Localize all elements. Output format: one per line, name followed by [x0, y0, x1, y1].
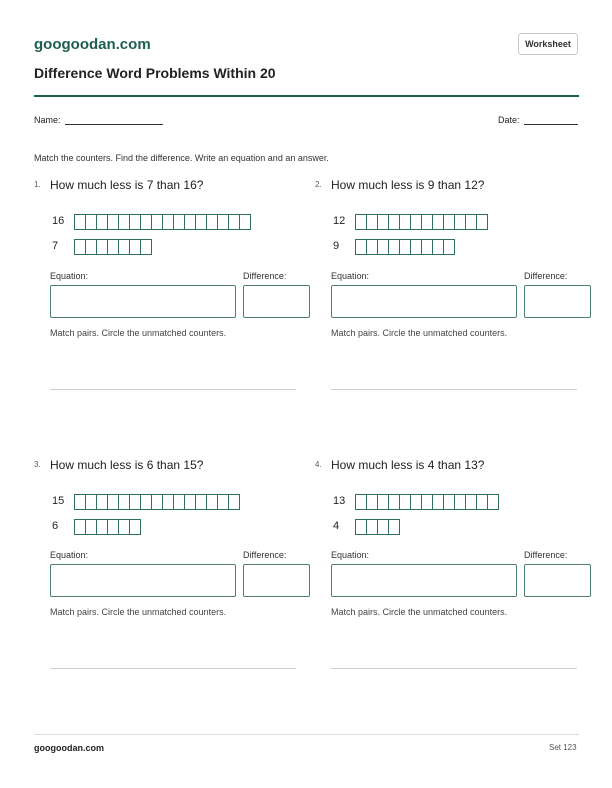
problem-number: 3.: [34, 460, 41, 469]
top-counter-row: [355, 494, 498, 510]
bottom-row-number: 6: [52, 520, 59, 532]
name-label: Name:: [34, 115, 61, 125]
difference-input[interactable]: [243, 564, 310, 597]
bottom-counter-row: [74, 239, 151, 255]
answer-line[interactable]: [50, 389, 296, 390]
top-row-number: 16: [52, 215, 65, 227]
equation-label: Equation:: [331, 550, 370, 560]
instructions: Match the counters. Find the difference. Write an equation and an answer.: [34, 153, 329, 163]
problem-question: How much less is 9 than 12?: [331, 178, 485, 192]
match-instruction: Match pairs. Circle the unmatched counters.: [50, 328, 227, 338]
top-row-number: 13: [333, 495, 346, 507]
equation-label: Equation:: [331, 271, 370, 281]
counter-cell[interactable]: [443, 239, 455, 255]
problem-number: 4.: [315, 460, 322, 469]
footer-brand: googoodan.com: [34, 743, 104, 753]
date-field[interactable]: [524, 124, 578, 125]
answer-line[interactable]: [331, 389, 577, 390]
counter-cell[interactable]: [487, 494, 499, 510]
counter-cell[interactable]: [140, 239, 152, 255]
match-instruction: Match pairs. Circle the unmatched counters.: [331, 607, 508, 617]
difference-input[interactable]: [243, 285, 310, 318]
difference-label: Difference:: [524, 271, 568, 281]
match-instruction: Match pairs. Circle the unmatched counters.: [331, 328, 508, 338]
top-row-number: 15: [52, 495, 65, 507]
date-label: Date:: [498, 115, 520, 125]
answer-line[interactable]: [50, 668, 296, 669]
equation-input[interactable]: [331, 564, 517, 597]
footer-set: Set 123: [549, 743, 577, 752]
problem-question: How much less is 4 than 13?: [331, 458, 485, 472]
top-row-number: 12: [333, 215, 346, 227]
counter-cell[interactable]: [476, 214, 488, 230]
bottom-row-number: 9: [333, 240, 340, 252]
bottom-row-number: 4: [333, 520, 340, 532]
brand-logo: googoodan.com: [34, 36, 151, 53]
title-divider: [34, 95, 579, 97]
problem-number: 2.: [315, 180, 322, 189]
difference-label: Difference:: [243, 271, 287, 281]
top-counter-row: [74, 494, 239, 510]
problem-question: How much less is 6 than 15?: [50, 458, 204, 472]
problem-question: How much less is 7 than 16?: [50, 178, 204, 192]
name-field[interactable]: [65, 124, 163, 125]
bottom-row-number: 7: [52, 240, 59, 252]
difference-input[interactable]: [524, 285, 591, 318]
worksheet-badge: Worksheet: [518, 33, 578, 55]
footer-divider: [34, 734, 579, 735]
problem-1: [34, 180, 296, 420]
match-instruction: Match pairs. Circle the unmatched counters.: [50, 607, 227, 617]
problem-3: [34, 460, 296, 700]
equation-input[interactable]: [331, 285, 517, 318]
difference-label: Difference:: [524, 550, 568, 560]
counter-cell[interactable]: [239, 214, 251, 230]
answer-line[interactable]: [331, 668, 577, 669]
page-title: Difference Word Problems Within 20: [34, 65, 276, 81]
problem-2: [315, 180, 577, 420]
difference-label: Difference:: [243, 550, 287, 560]
equation-input[interactable]: [50, 285, 236, 318]
problem-4: [315, 460, 577, 700]
bottom-counter-row: [74, 519, 140, 535]
difference-input[interactable]: [524, 564, 591, 597]
counter-cell[interactable]: [129, 519, 141, 535]
bottom-counter-row: [355, 239, 454, 255]
counter-cell[interactable]: [228, 494, 240, 510]
equation-input[interactable]: [50, 564, 236, 597]
bottom-counter-row: [355, 519, 399, 535]
problem-number: 1.: [34, 180, 41, 189]
top-counter-row: [74, 214, 250, 230]
equation-label: Equation:: [50, 550, 89, 560]
top-counter-row: [355, 214, 487, 230]
equation-label: Equation:: [50, 271, 89, 281]
counter-cell[interactable]: [388, 519, 400, 535]
